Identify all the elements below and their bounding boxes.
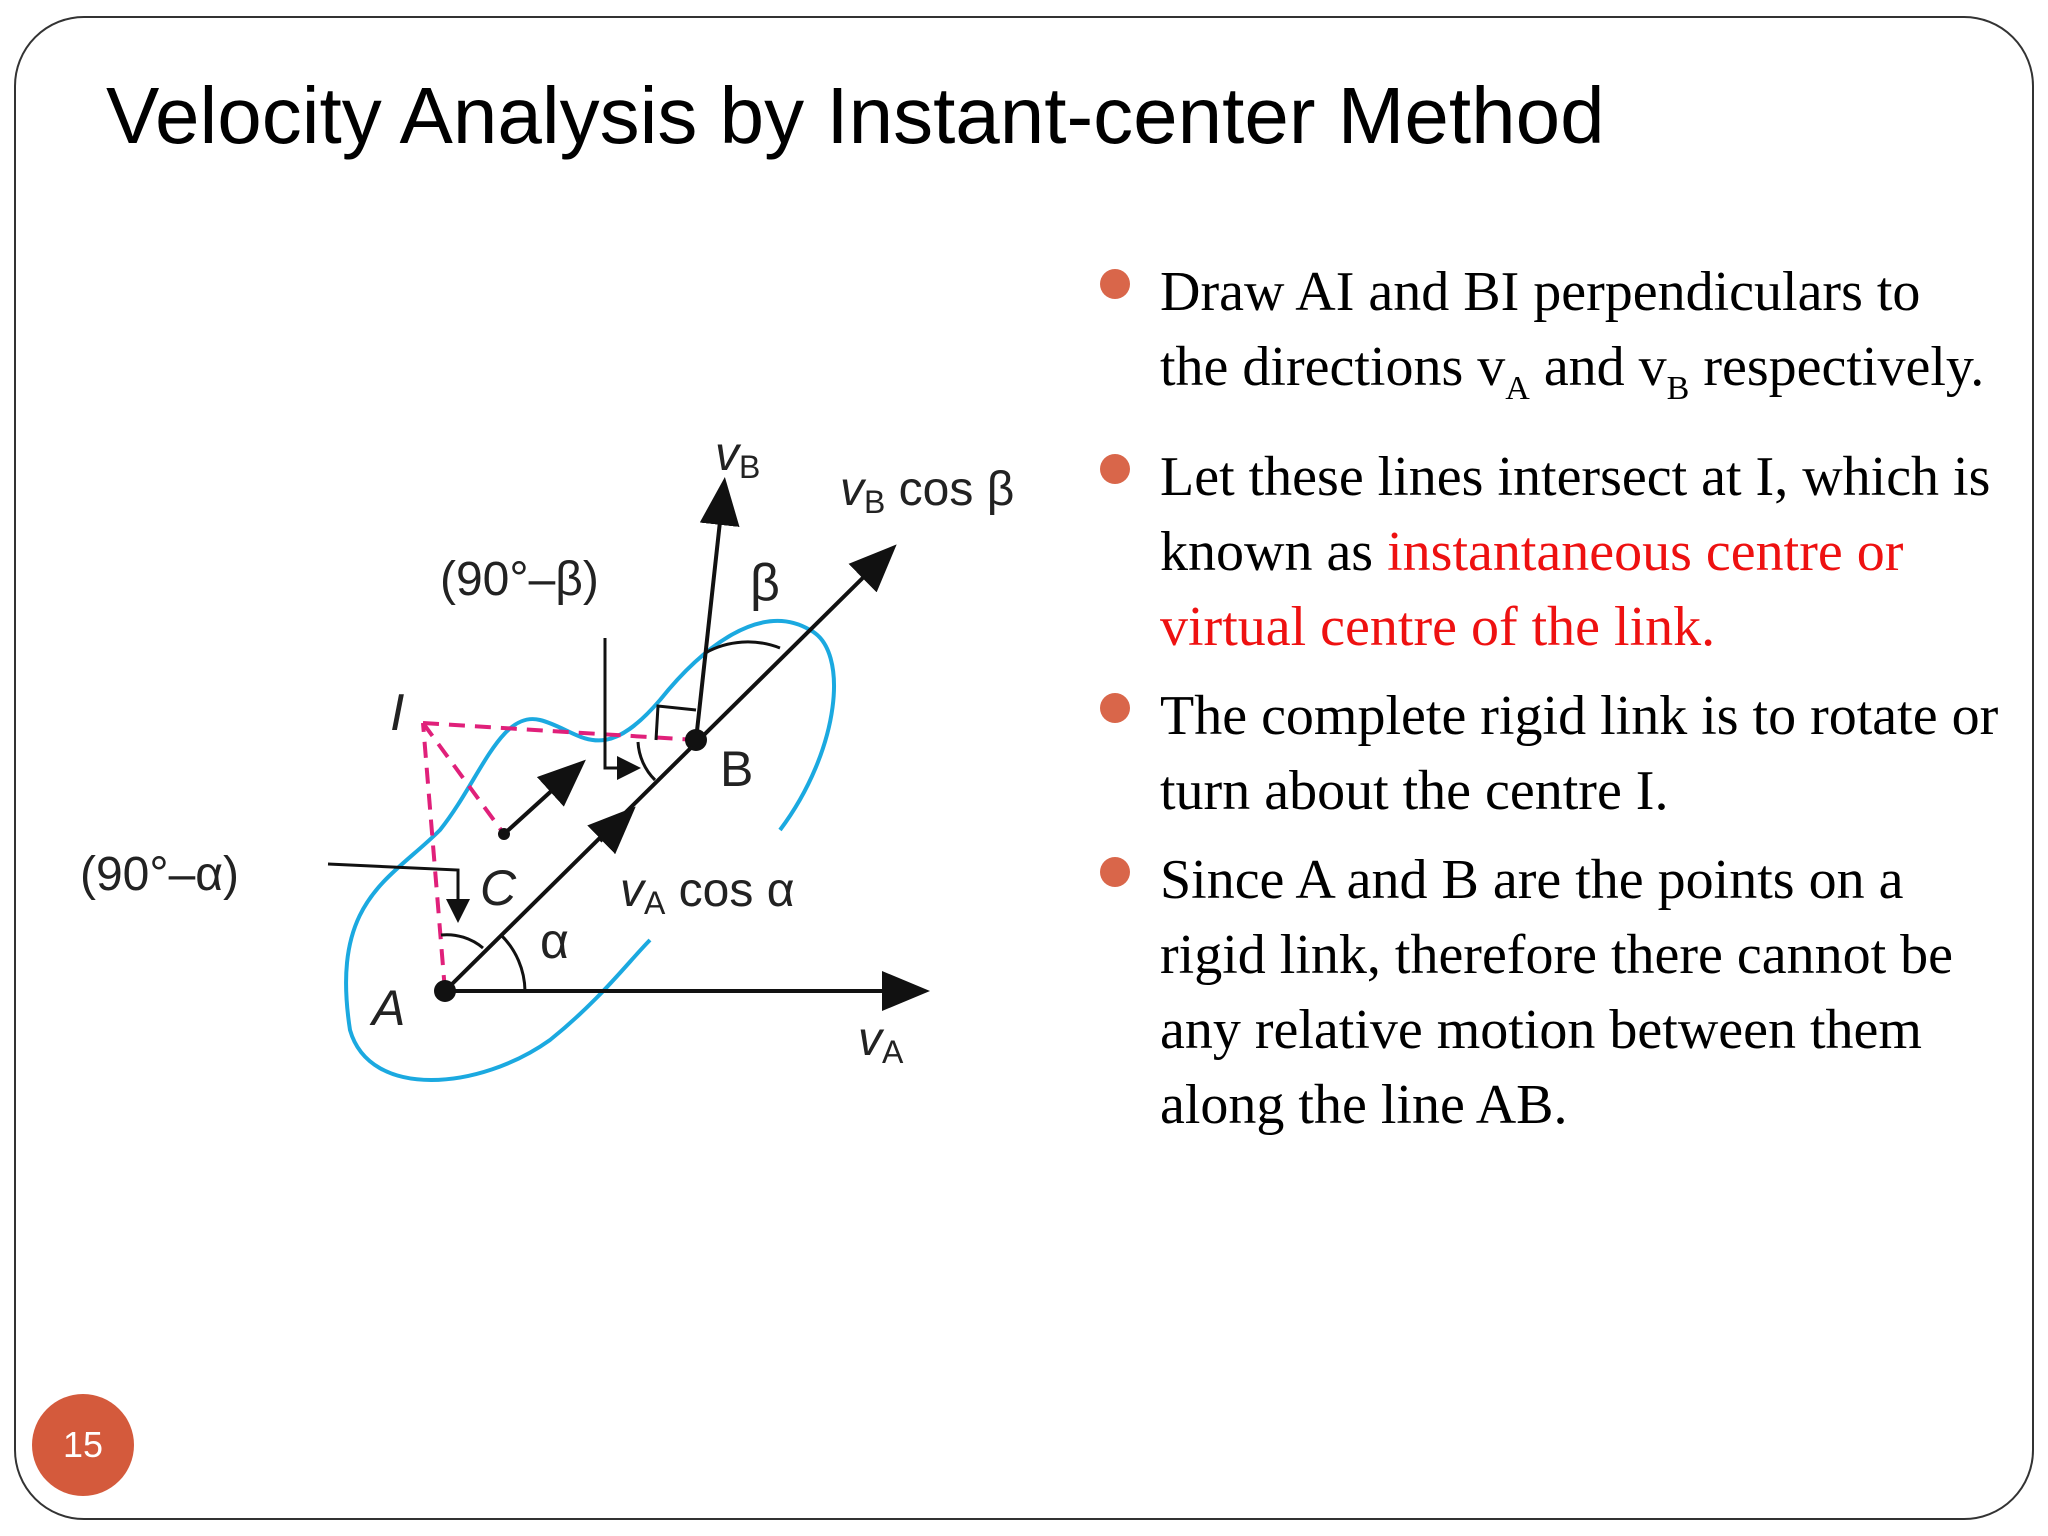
label-a: A [372, 980, 406, 1036]
page-number-badge: 15 [32, 1394, 134, 1496]
pointer-90-beta [605, 638, 638, 768]
link-ab [445, 550, 891, 991]
point-c [498, 828, 510, 840]
vb-arrow [696, 485, 724, 740]
label-va-cos-alpha: vA cos α [620, 864, 795, 921]
bullet-dot-icon [1100, 454, 1130, 484]
label-90-minus-alpha: (90°–α) [80, 848, 239, 901]
angle-alpha-arc [501, 935, 525, 991]
label-90-minus-beta: (90°–β) [440, 553, 599, 606]
bullet-text: Since A and B are the points on a rigid link, therefore there cannot be any relative motion between them along the line AB. [1160, 849, 1953, 1136]
bullet-list [1100, 255, 2000, 1157]
bullet-item [1100, 440, 2000, 665]
bullet-dot-icon [1100, 269, 1130, 299]
bullet-dot-icon [1100, 857, 1130, 887]
bullet-item [1100, 679, 2000, 829]
bullet-text: Draw AI and BI perpendiculars to the directions $v_A$ and $v_B$ respectively. [1160, 261, 1985, 407]
slide-title: Velocity Analysis by Instant-center Method [106, 71, 1605, 160]
bullet-text: Let these lines intersect at I, which is known as instantaneous centre or virtual centre of the link. [1160, 446, 1991, 658]
bullet-dot-icon [1100, 693, 1130, 723]
label-b: B [720, 741, 754, 797]
point-b [685, 729, 707, 751]
label-alpha: α [540, 913, 569, 969]
link-outline [346, 621, 834, 1080]
label-beta: β [750, 554, 780, 612]
vc-arrow [504, 765, 580, 834]
line-i-to-c [423, 723, 504, 834]
label-c: C [480, 860, 517, 916]
bullet-item [1100, 843, 2000, 1143]
label-vb-cos-beta: vB cos β [840, 463, 1015, 520]
label-va: vA [858, 1013, 904, 1070]
angle-90-beta-arc [638, 742, 655, 780]
label-vb: vB [715, 428, 761, 485]
va-cos-arrow [600, 812, 630, 841]
label-i: I [390, 684, 405, 742]
highlight-text: instantaneous centre or virtual centre of the link. [1160, 521, 1904, 658]
line-a-to-i [423, 723, 445, 991]
point-a [434, 980, 456, 1002]
bullet-text: The complete rigid link is to rotate or turn about the centre I. [1160, 685, 1999, 822]
velocity-diagram [60, 400, 1060, 1180]
bullet-item [1100, 255, 2000, 426]
angle-90-alpha-arc [441, 935, 483, 948]
